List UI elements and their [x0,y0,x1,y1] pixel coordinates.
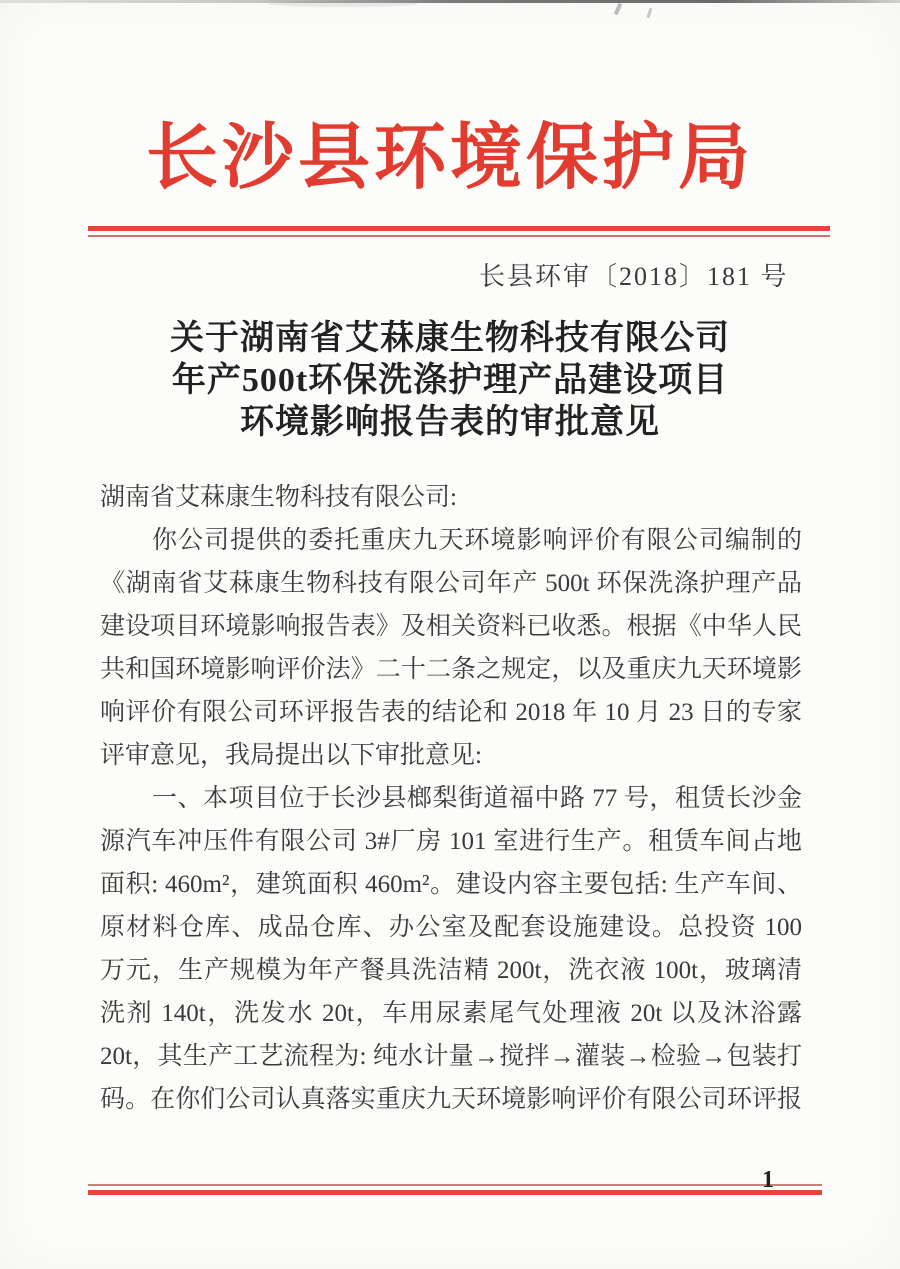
scan-artifact-top-edge [0,0,900,3]
body-line: 洗剂 140t，洗发水 20t，车用尿素尾气处理液 20t 以及沐浴露 [100,1000,802,1027]
document-title-line-2: 年产500t环保洗涤护理产品建设项目 [171,362,729,399]
document-title-line-1: 关于湖南省艾菻康生物科技有限公司 [170,320,730,357]
agency-letterhead-title: 长沙县环境保护局 [145,118,754,198]
body-line: 面积: 460m²，建筑面积 460m²。建设内容主要包括: 生产车间、 [100,871,802,898]
body-line: 源汽车冲压件有限公司 3#厂房 101 室进行生产。租赁车间占地 [100,828,802,855]
scan-artifact-speck [614,3,623,16]
scan-artifact-speck [647,8,653,18]
document-reference-number: 长县环审〔2018〕181 号 [479,262,789,291]
footer-double-rule [88,1184,822,1195]
body-line: 评审意见，我局提出以下审批意见: [100,742,482,769]
body-line: 原材料仓库、成品仓库、办公室及配套设施建设。总投资 100 [100,914,802,941]
footer-rule-thick [88,1190,822,1195]
page-number: 1 [762,1167,774,1193]
letterhead-rule-thin [88,235,830,237]
body-line: 码。在你们公司认真落实重庆九天环境影响评价有限公司环评报 [100,1086,802,1113]
body-line: 响评价有限公司环评报告表的结论和 2018 年 10 月 23 日的专家 [100,699,802,726]
body-line: 建设项目环境影响报告表》及相关资料已收悉。根据《中华人民 [100,613,802,640]
body-line: 一、本项目位于长沙县榔梨街道福中路 77 号，租赁长沙金 [152,785,802,812]
body-line-salutation: 湖南省艾菻康生物科技有限公司: [100,484,457,511]
document-body [100,476,802,1121]
body-line: 《湖南省艾菻康生物科技有限公司年产 500t 环保洗涤护理产品 [100,570,802,597]
document-title [0,318,900,444]
body-line: 20t，其生产工艺流程为: 纯水计量→搅拌→灌装→检验→包装打 [100,1043,802,1070]
document-title-line-3: 环境影响报告表的审批意见 [240,404,660,441]
body-line: 你公司提供的委托重庆九天环境影响评价有限公司编制的 [152,527,802,554]
letterhead-double-rule [88,226,830,237]
body-line: 万元，生产规模为年产餐具洗洁精 200t，洗衣液 100t，玻璃清 [100,957,802,984]
scan-artifact-smudge [268,1,418,7]
body-line: 共和国环境影响评价法》二十二条之规定，以及重庆九天环境影 [100,656,802,683]
